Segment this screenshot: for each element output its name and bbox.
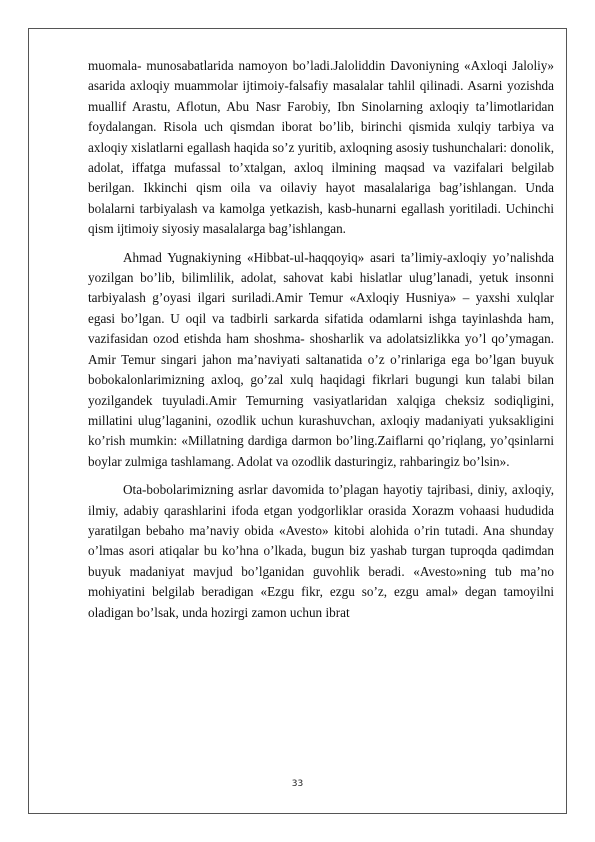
paragraph-3: Ota-bobolarimizning asrlar davomida to’plagan hayotiy tajribasi, diniy, axloqiy, ilmiy, adabiy qarashlarini ifoda etgan yodgorliklar orasida Xorazm vohaasi hududida yaratilgan bebaho ma’naviy obida «Avesto» kitobi alohida o’rin tutadi. Ana shunday o’lmas asori atiqalar bu ko’hna o’lkada, bugun biz yashab turgan tuproqda qadimdan buyuk madaniyat mavjud bo’lganidan guvohlik beradi. «Avesto»ning tub ma’no mohiyatini belgilab beradigan «Ezgu fikr, ezgu so’z, ezgu amal» degan tamoyilni oladigan bo’lsak, unda hozirgi zamon uchun ibrat: [88, 482, 554, 620]
document-body: [88, 56, 554, 623]
paragraph-1: muomala- munosabatlarida namoyon bo’ladi.Jaloliddin Davoniyning «Axloqi Jaloliy» asarida axloqiy muammolar ijtimoiy-falsafiy masalalar tahlil qilinadi. Asarni yozishda muallif Arastu, Aflotun, Abu Nasr Farobiy, Ibn Sinolarning axloqiy ta’limotlaridan foydalangan. Risola uch qismdan iborat bo’lib, birinchi qismida xulqiy tarbiya va axloqiy xislatlarni egallash haqida so’z yuritib, axloqning asosiy tushunchalari: donolik, adolat, iffatga mufassal to’xtalgan, axloq ilmining maqsad va vazifalari belgilab berilgan. Ikkinchi qism oila va oilaviy hayot masalalariga bag’ishlangan. Unda bolalarni tarbiyalash va kamolga yetkazish, kasb-hunarni egallash yoritiladi. Uchinchi qism ijtimoiy siyosiy masalalarga bag’ishlangan.: [88, 58, 554, 237]
paragraph-2: Ahmad Yugnakiyning «Hibbat-ul-haqqoyiq» asari ta’limiy-axloqiy yo’nalishda yozilgan bo’lib, bilimlilik, adolat, sahovat kabi hislatlar ulug’lanadi, yetuk insonni tarbiyalash g’oyasi ilgari suriladi.Amir Temur «Axloqiy Husniya» – yaxshi xulqlar egasi bo’lgan. U oqil va tadbirli sarkarda sifatida odamlarni ishga tayinlashda ham, vazifasidan ozod etishda ham shoshma- shosharlik va adolatsizlikka yo’l qo’ymagan. Amir Temur singari jahon ma’naviyati saltanatida o’z o’rinlariga ega bo’lgan buyuk bobokalonlarimizning axloq, go’zal xulq haqidagi fikrlari bugungi kun talabi bilan yozilgandek tuyuladi.Amir Temurning vasiyatlaridan xalqiga cheksiz sodiqligini, millatini ulug’laganini, ozodlik uchun kurashuvchan, axloqiy madaniyati yuksakligini ko’rish mumkin: «Millatning dardiga darmon bo’ling.Zaiflarni qo’riqlang, yo’qsinlarni boylar zulmiga tashlamang. Adolat va ozodlik dasturingiz, rahbaringiz bo’lsin».: [88, 249, 554, 469]
page-number: 33: [291, 779, 304, 789]
